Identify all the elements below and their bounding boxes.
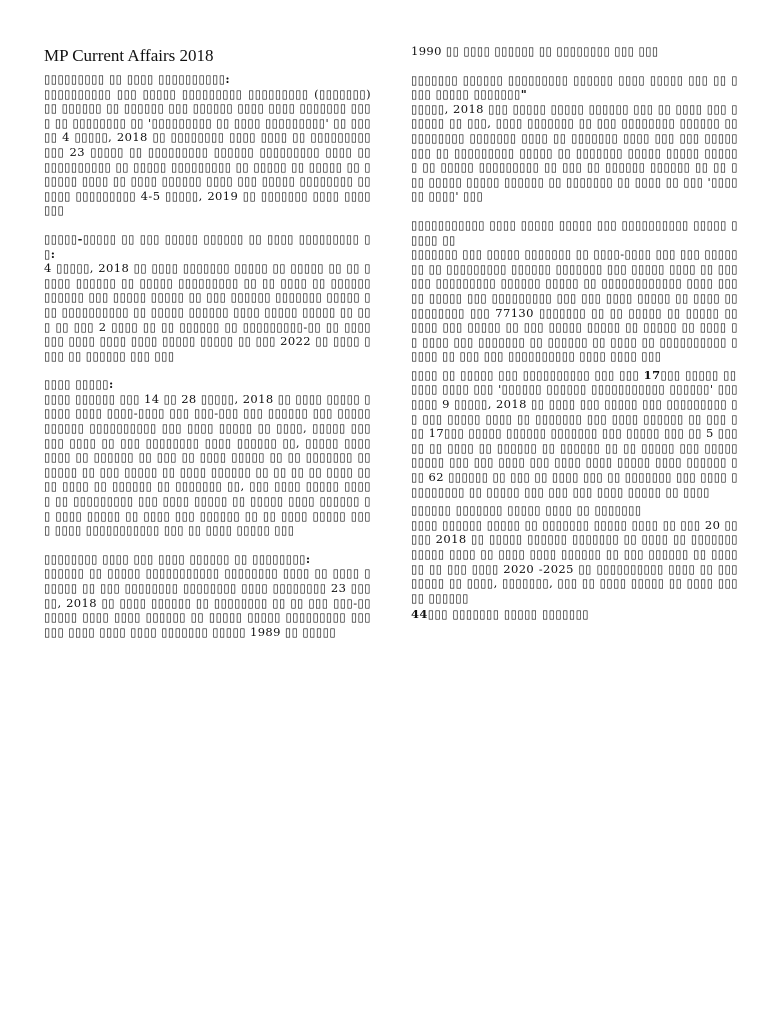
article-body: ▯▯▯▯▯▯▯▯▯▯ ▯▯▯ ▯▯▯▯▯ ▯▯▯▯▯▯▯▯▯ ▯▯▯▯▯▯▯▯▯ (▯▯▯▯▯▯▯) ▯▯ ▯▯▯▯▯▯ ▯▯ ▯▯▯▯▯▯ ▯▯▯ ▯▯▯▯▯▯ ▯▯▯▯ ▯▯▯▯ ▯▯▯▯▯▯▯ ▯▯▯▯ ▯▯ ▯▯▯▯▯▯▯▯ ▯▯ '▯▯▯▯▯▯▯▯▯ ▯▯ ▯▯▯▯ ▯▯▯▯▯▯▯▯▯' ▯▯ ▯▯▯▯▯ 4 ▯▯▯▯▯, 2018 ▯▯ ▯▯▯▯▯▯▯▯ ▯▯▯▯ ▯▯▯▯ ▯▯ ▯▯▯▯▯▯▯▯▯ ▯▯▯ 23 ▯▯▯▯▯ ▯▯ ▯▯▯▯▯▯▯▯▯ ▯▯▯▯▯▯ ▯▯▯▯▯▯▯▯▯ ▯▯▯▯ ▯▯ ▯▯▯▯▯▯▯▯▯▯ ▯▯ ▯▯▯▯▯ ▯▯▯▯▯▯▯▯▯ ▯▯ ▯▯▯▯▯ ▯▯ ▯▯▯▯▯ ▯▯ ▯▯▯▯▯▯ ▯▯▯▯ ▯▯ ▯▯▯▯ ▯▯▯▯▯▯ ▯▯▯▯ ▯▯▯ ▯▯▯▯▯ ▯▯▯▯▯▯▯▯ ▯▯ ▯▯▯▯ ▯▯▯▯▯▯▯▯▯ 4-5 ▯▯▯▯▯, 2019 ▯▯ ▯▯▯▯▯▯▯ ▯▯▯▯ ▯▯▯▯▯▯▯ bbox=[44, 86, 371, 218]
article-block bbox=[44, 552, 371, 640]
article-body: ▯▯▯▯▯▯▯ ▯▯▯ ▯▯▯▯▯ ▯▯▯▯▯▯▯ ▯▯ ▯▯▯▯-▯▯▯▯ ▯▯▯ ▯▯▯ ▯▯▯▯▯▯▯ ▯▯ ▯▯▯▯▯▯▯▯▯ ▯▯▯▯▯▯ ▯▯▯▯▯▯▯ ▯▯▯ ▯▯▯▯▯ ▯▯▯▯ ▯▯ ▯▯▯▯▯▯ ▯▯▯▯▯▯▯▯▯ ▯▯▯▯▯▯ ▯▯▯▯▯ ▯▯ ▯▯▯▯▯▯▯▯▯▯▯▯ ▯▯▯▯ ▯▯▯▯▯ ▯▯▯▯▯ ▯▯▯ ▯▯▯▯▯▯▯▯▯ ▯▯▯ ▯▯▯ ▯▯▯▯ ▯▯▯▯▯ ▯▯ ▯▯▯▯ ▯▯▯▯▯▯▯▯▯▯ ▯▯▯ 77130 ▯▯▯▯▯▯▯ ▯▯ ▯▯ ▯▯▯▯▯ ▯▯ ▯▯▯▯▯ ▯▯ ▯▯▯▯ ▯▯▯ ▯▯▯▯▯ ▯▯ ▯▯▯ ▯▯▯▯▯ ▯▯▯▯▯ ▯▯ ▯▯▯▯▯ ▯▯ ▯▯▯▯ ▯▯ ▯▯▯▯ ▯▯▯ ▯▯▯▯▯▯▯ ▯▯ ▯▯▯▯▯▯ ▯▯ ▯▯▯▯ ▯▯ ▯▯▯▯▯▯▯▯▯▯ ▯▯▯▯▯ ▯▯ ▯▯▯ ▯▯▯ ▯▯▯▯▯▯▯▯▯▯ ▯▯▯▯ ▯▯▯▯ ▯▯▯ bbox=[411, 247, 738, 364]
article-block bbox=[44, 232, 371, 363]
article-heading: ▯▯▯▯▯-▯▯▯▯▯ ▯▯ ▯▯▯ ▯▯▯▯▯ ▯▯▯▯▯▯ ▯▯ ▯▯▯▯ ▯▯▯▯▯▯▯▯▯ ▯▯: bbox=[44, 231, 371, 261]
article-body: ▯▯▯▯ ▯▯▯▯▯▯ ▯▯▯▯▯ ▯▯ ▯▯▯▯▯▯▯ ▯▯▯▯▯ ▯▯▯▯ ▯▯ ▯▯▯ 20 ▯▯▯▯▯ 2018 ▯▯ ▯▯▯▯▯ ▯▯▯▯▯▯ ▯▯▯▯▯▯▯ ▯▯ ▯▯▯▯ ▯▯ ▯▯▯▯▯▯▯ ▯▯▯▯▯ ▯▯▯▯ ▯▯ ▯▯▯▯ ▯▯▯▯ ▯▯▯▯▯▯ ▯▯ ▯▯▯ ▯▯▯▯▯▯ ▯▯ ▯▯▯▯▯▯ ▯▯ ▯▯▯ ▯▯▯▯ 2020 -2025 ▯▯ ▯▯▯▯▯▯▯▯▯▯ ▯▯▯▯ ▯▯ ▯▯▯ ▯▯▯▯▯ ▯▯ ▯▯▯▯, ▯▯▯▯▯▯▯, ▯▯▯ ▯▯ ▯▯▯▯ ▯▯▯▯▯ ▯▯ ▯▯▯▯ ▯▯▯▯▯ ▯▯▯▯▯▯ bbox=[411, 517, 738, 605]
article-heading: ▯▯▯▯ ▯▯ ▯▯▯▯▯ ▯▯▯ ▯▯▯▯▯▯▯▯▯▯ ▯▯▯ ▯▯▯ 17▯▯▯ ▯▯▯▯▯ ▯▯ bbox=[411, 367, 737, 382]
article-heading: ▯▯▯▯ ▯▯▯▯▯: bbox=[44, 377, 114, 392]
article-heading: ▯▯▯▯▯▯▯ ▯▯▯▯▯▯ ▯▯▯▯▯▯▯▯▯ ▯▯▯▯▯▯ ▯▯▯▯ ▯▯▯▯▯ ▯▯▯ ▯▯ ▯▯▯▯ ▯▯▯▯▯ ▯▯▯▯▯▯▯" bbox=[411, 72, 738, 102]
article-block bbox=[411, 218, 738, 364]
article-body: ▯▯▯▯ ▯▯▯▯▯▯ ▯▯▯ 14 ▯▯ 28 ▯▯▯▯▯, 2018 ▯▯ ▯▯▯▯ ▯▯▯▯▯ ▯▯▯▯▯ ▯▯▯▯ ▯▯▯▯-▯▯▯▯ ▯▯▯ ▯▯▯-▯▯▯ ▯▯▯ ▯▯▯▯▯▯ ▯▯▯ ▯▯▯▯▯▯▯▯▯▯▯ ▯▯▯▯▯▯▯▯▯▯ ▯▯▯ ▯▯▯▯ ▯▯▯▯▯ ▯▯ ▯▯▯▯, ▯▯▯▯▯ ▯▯▯ ▯▯▯ ▯▯▯▯ ▯▯ ▯▯▯ ▯▯▯▯▯▯▯▯ ▯▯▯▯ ▯▯▯▯▯▯ ▯▯, ▯▯▯▯▯ ▯▯▯▯ ▯▯▯▯ ▯▯ ▯▯▯▯▯▯ ▯▯ ▯▯▯ ▯▯ ▯▯▯▯ ▯▯▯▯▯ ▯▯ ▯▯ ▯▯▯▯▯▯▯ ▯▯▯▯▯▯▯ ▯▯ ▯▯▯ ▯▯▯▯▯ ▯▯ ▯▯▯▯ ▯▯▯▯▯▯ ▯▯ ▯▯ ▯▯ ▯▯ ▯▯▯▯ ▯▯▯▯ ▯▯▯▯ ▯▯ ▯▯▯▯▯▯ ▯▯ ▯▯▯▯▯▯▯ ▯▯, ▯▯▯ ▯▯▯▯ ▯▯▯▯▯ ▯▯▯▯▯ ▯▯ ▯▯▯▯▯▯▯▯▯ ▯▯▯ ▯▯▯▯ ▯▯▯▯▯ ▯▯ ▯▯▯▯▯ ▯▯▯▯ ▯▯▯▯▯▯ ▯▯ ▯▯▯▯ ▯▯▯▯▯ ▯▯ ▯▯▯▯ ▯▯▯ ▯▯▯▯▯▯ ▯▯ ▯▯ ▯▯▯▯ ▯▯▯▯▯ ▯▯▯▯ ▯▯▯▯ ▯▯▯▯▯▯▯▯▯▯▯ ▯▯▯ ▯▯ ▯▯▯▯ ▯▯▯▯▯ ▯▯▯ bbox=[44, 391, 371, 538]
article-block bbox=[411, 368, 738, 499]
article-block bbox=[411, 44, 738, 59]
article-block bbox=[411, 503, 738, 605]
article-block bbox=[411, 73, 738, 204]
article-block bbox=[411, 607, 738, 622]
page-title: MP Current Affairs 2018 bbox=[44, 46, 214, 65]
article-body: 4 ▯▯▯▯▯, 2018 ▯▯ ▯▯▯▯ ▯▯▯▯▯▯▯ ▯▯▯▯▯ ▯▯ ▯▯▯▯▯ ▯▯ ▯▯ ▯▯▯▯▯ ▯▯▯▯▯▯ ▯▯ ▯▯▯▯▯ ▯▯▯▯▯▯▯▯▯ ▯▯ ▯▯ ▯▯▯▯ ▯▯ ▯▯▯▯▯▯ ▯▯▯▯▯▯ ▯▯▯ ▯▯▯▯▯ ▯▯▯▯▯ ▯▯ ▯▯▯ ▯▯▯▯▯▯ ▯▯▯▯▯▯▯ ▯▯▯▯▯ ▯▯▯ ▯▯▯▯▯▯▯▯▯▯ ▯▯ ▯▯▯▯▯ ▯▯▯▯▯▯ ▯▯▯▯ ▯▯▯▯▯ ▯▯▯▯▯ ▯▯ ▯▯▯ ▯▯ ▯▯▯ 2 ▯▯▯▯ ▯▯ ▯▯ ▯▯▯▯▯▯ ▯▯ ▯▯▯▯▯▯▯▯▯-▯▯ ▯▯ ▯▯▯▯ ▯▯▯ ▯▯▯▯ ▯▯▯▯ ▯▯▯▯ ▯▯▯▯▯ ▯▯▯▯▯ ▯▯ ▯▯▯ 2022 ▯▯ ▯▯▯▯ ▯▯▯▯ ▯▯ ▯▯▯▯▯▯ ▯▯▯ ▯▯▯ bbox=[44, 261, 371, 363]
article-body: ▯▯▯▯▯, 2018 ▯▯▯ ▯▯▯▯▯ ▯▯▯▯▯ ▯▯▯▯▯▯ ▯▯▯ ▯▯ ▯▯▯▯ ▯▯▯ ▯▯▯▯▯▯ ▯▯ ▯▯▯, ▯▯▯▯ ▯▯▯▯▯▯▯ ▯▯ ▯▯▯ ▯▯▯▯▯▯▯▯ ▯▯▯▯▯▯ ▯▯▯▯▯▯▯▯▯▯ ▯▯▯▯▯▯▯ ▯▯▯▯ ▯▯ ▯▯▯▯▯▯▯ ▯▯▯▯ ▯▯▯ ▯▯▯ ▯▯▯▯▯▯▯▯ ▯▯ ▯▯▯▯▯▯▯▯▯ ▯▯▯▯▯ ▯▯ ▯▯▯▯▯▯▯ ▯▯▯▯▯ ▯▯▯▯▯ ▯▯▯▯▯▯ ▯▯ ▯▯▯▯▯ ▯▯▯▯▯▯▯▯▯ ▯▯ ▯▯▯ ▯▯ ▯▯▯▯▯▯ ▯▯▯▯▯▯ ▯▯ ▯▯ ▯▯▯ ▯▯▯▯▯ ▯▯▯▯▯ ▯▯▯▯▯▯ ▯▯ ▯▯▯▯▯▯▯ ▯▯ ▯▯▯▯ ▯▯ ▯▯▯ '▯▯▯▯▯▯ ▯▯▯▯' ▯▯▯ bbox=[411, 101, 738, 204]
article-heading: ▯▯▯▯▯▯▯▯▯▯▯ ▯▯▯▯ ▯▯▯▯▯ ▯▯▯▯▯ ▯▯▯ ▯▯▯▯▯▯▯▯▯▯ ▯▯▯▯▯ ▯▯▯▯▯ ▯▯ bbox=[411, 217, 738, 247]
article-body: ▯▯▯▯▯▯ ▯▯ ▯▯▯▯▯ ▯▯▯▯▯▯▯▯▯▯▯ ▯▯▯▯▯▯▯▯ ▯▯▯▯ ▯▯ ▯▯▯▯ ▯▯▯▯▯▯ ▯▯ ▯▯▯ ▯▯▯▯▯▯▯▯ ▯▯▯▯▯▯▯▯ ▯▯▯▯ ▯▯▯▯▯▯▯▯ 23 ▯▯▯▯▯, 2018 ▯▯ ▯▯▯▯ ▯▯▯▯▯▯ ▯▯ ▯▯▯▯▯▯▯▯ ▯▯ ▯▯ ▯▯▯ ▯▯▯-▯▯▯▯▯▯▯ ▯▯▯▯ ▯▯▯▯ ▯▯▯▯▯▯ ▯▯ ▯▯▯▯▯ ▯▯▯▯▯ ▯▯▯▯▯▯▯▯▯ ▯▯▯ ▯▯▯ ▯▯▯▯ ▯▯▯▯ ▯▯▯▯ ▯▯▯▯▯▯▯ ▯▯▯▯▯ 1989 ▯▯ ▯▯▯▯▯ bbox=[44, 566, 371, 639]
article-block bbox=[44, 72, 371, 218]
article-heading: ▯▯▯▯▯▯▯▯ ▯▯▯▯ ▯▯▯ ▯▯▯▯ ▯▯▯▯▯▯ ▯▯ ▯▯▯▯▯▯▯▯: bbox=[44, 551, 311, 566]
article-body: 1990 ▯▯ ▯▯▯▯ ▯▯▯▯▯▯ ▯▯ ▯▯▯▯▯▯▯▯ ▯▯▯ ▯▯▯ bbox=[411, 44, 659, 58]
article-body: ▯▯▯▯ ▯▯▯▯ ▯▯▯ '▯▯▯▯▯▯ ▯▯▯▯▯▯ ▯▯▯▯▯▯▯▯▯▯▯ ▯▯▯▯▯▯' ▯▯▯▯▯▯▯ 9 ▯▯▯▯▯, 2018 ▯▯ ▯▯▯▯ ▯▯▯ ▯▯▯▯▯ ▯▯▯ ▯▯▯▯▯▯▯▯▯ ▯▯ ▯▯▯ ▯▯▯▯▯ ▯▯▯▯ ▯▯ ▯▯▯▯▯▯▯ ▯▯▯ ▯▯▯▯ ▯▯▯▯▯▯ ▯▯ ▯▯▯ ▯▯▯ 17▯▯▯ ▯▯▯▯▯ ▯▯▯▯▯▯ ▯▯▯▯▯▯▯ ▯▯▯ ▯▯▯▯▯ ▯▯▯ ▯▯ 5 ▯▯▯ ▯▯ ▯▯ ▯▯▯▯ ▯▯ ▯▯▯▯▯▯ ▯▯ ▯▯▯▯▯▯ ▯▯ ▯▯ ▯▯▯▯▯ ▯▯▯ ▯▯▯▯▯▯▯▯▯▯ ▯▯▯ ▯▯▯ ▯▯▯▯ ▯▯▯ ▯▯▯▯ ▯▯▯▯ ▯▯▯▯▯ ▯▯▯▯ ▯▯▯▯▯▯ ▯▯▯ 62 ▯▯▯▯▯▯ ▯▯ ▯▯▯ ▯▯ ▯▯▯▯ ▯▯▯ ▯▯ ▯▯▯▯▯▯▯ ▯▯▯ ▯▯▯▯ ▯▯▯▯▯▯▯▯▯ ▯▯ ▯▯▯▯▯ ▯▯▯ ▯▯▯ ▯▯▯ ▯▯▯▯ ▯▯▯▯▯ ▯▯ ▯▯▯▯ bbox=[411, 382, 738, 499]
article-block bbox=[44, 377, 371, 538]
article-heading: ▯▯▯▯▯▯ ▯▯▯▯▯▯▯ ▯▯▯▯▯ ▯▯▯▯ ▯▯ ▯▯▯▯▯▯▯ bbox=[411, 503, 642, 518]
right-column bbox=[411, 44, 738, 1004]
article-heading: ▯▯▯▯▯▯▯▯▯ ▯▯ ▯▯▯▯ ▯▯▯▯▯▯▯▯▯▯: bbox=[44, 72, 231, 86]
left-column bbox=[44, 46, 371, 1004]
article-heading: 44▯▯▯ ▯▯▯▯▯▯▯ ▯▯▯▯▯ ▯▯▯▯▯▯▯ bbox=[411, 607, 590, 622]
